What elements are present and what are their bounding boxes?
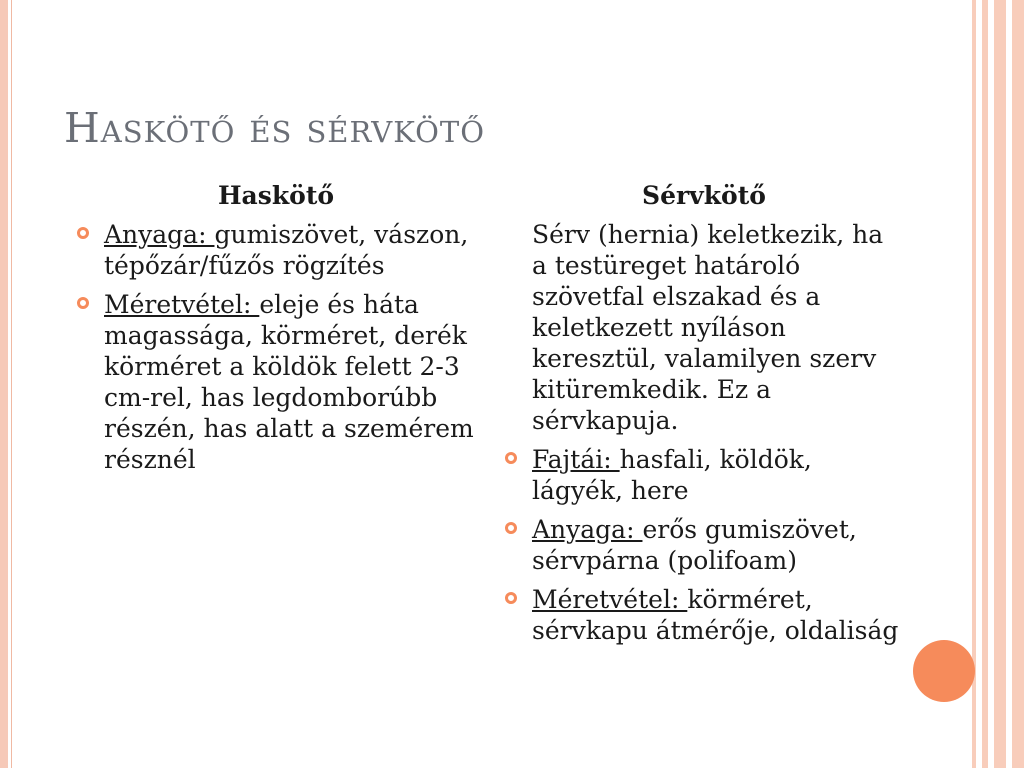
right-column	[504, 180, 904, 654]
list-item	[504, 514, 904, 576]
left-heading: Haskötő	[217, 181, 335, 210]
right-heading: Sérvkötő	[642, 181, 766, 210]
item-label: Méretvétel:	[532, 585, 688, 614]
list-item	[76, 219, 476, 281]
list-item	[76, 289, 476, 475]
slide	[11, 0, 970, 768]
ring-bullet-icon	[504, 591, 518, 605]
right-decorative-stripes	[972, 0, 1024, 768]
item-text: gumiszövet, vászon, tépőzár/fűzős rögzítés	[104, 220, 469, 280]
item-label: Méretvétel:	[104, 290, 260, 319]
intro-paragraph: Sérv (hernia) keletkezik, ha a testüreget határoló szövetfal elszakad és a keletkezett nyíláson keresztül, valamilyen szerv kitüremkedik. Ez a sérvkapuja.	[532, 220, 884, 435]
item-label: Anyaga:	[532, 515, 643, 544]
item-text: körméret, sérvkapu átmérője, oldaliság	[532, 585, 899, 645]
ring-bullet-icon	[76, 226, 90, 240]
ring-bullet-icon	[504, 521, 518, 535]
accent-circle	[913, 640, 975, 702]
list-item	[504, 444, 904, 506]
slide-title: Haskötő és sérvkötő	[64, 104, 486, 152]
item-text: eleje és háta magassága, körméret, derék körméret a köldök felett 2-3 cm-rel, has legdomborúbb részén, has alatt a szemérem résznél	[104, 290, 474, 474]
ring-bullet-icon	[76, 296, 90, 310]
item-text: hasfali, köldök, lágyék, here	[532, 445, 812, 505]
ring-bullet-icon	[504, 451, 518, 465]
left-border	[0, 0, 8, 768]
item-text: erős gumiszövet, sérvpárna (polifoam)	[532, 515, 857, 575]
item-label: Fajtái:	[532, 445, 620, 474]
item-label: Anyaga:	[104, 220, 215, 249]
list-item	[504, 584, 904, 646]
left-column	[76, 180, 476, 483]
